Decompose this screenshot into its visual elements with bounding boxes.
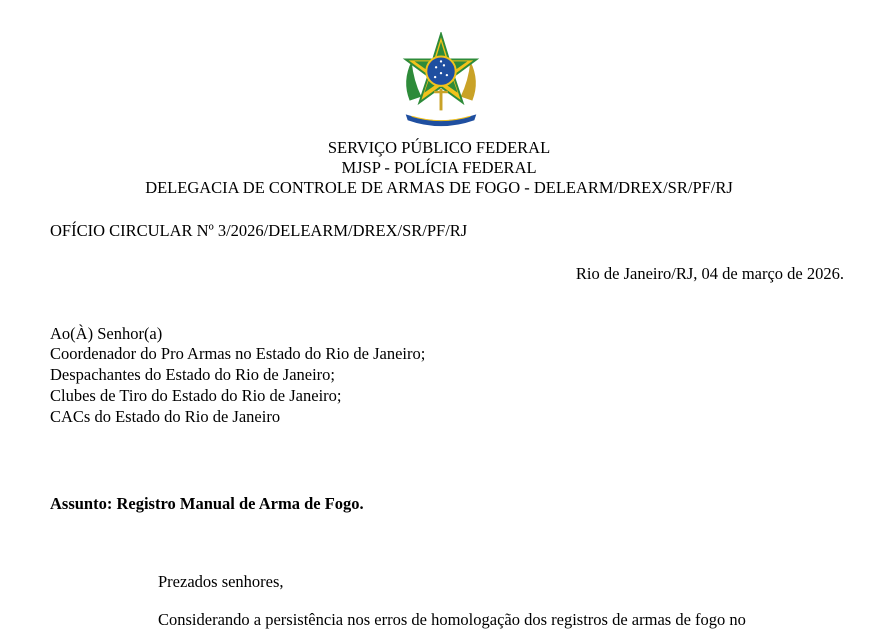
- place-date: Rio de Janeiro/RJ, 04 de março de 2026.: [575, 264, 844, 283]
- document-reference: OFÍCIO CIRCULAR Nº 3/2026/DELEARM/DREX/SR/PF/RJ: [50, 221, 468, 240]
- addressee-line: Clubes de Tiro do Estado do Rio de Janeiro;: [50, 386, 342, 405]
- addressee-line: CACs do Estado do Rio de Janeiro: [50, 407, 281, 426]
- addressee-line: Coordenador do Pro Armas no Estado do Rio de Janeiro;: [50, 344, 426, 363]
- body-paragraph-start: Considerando a persistência nos erros de homologação dos registros de armas de fogo no: [158, 610, 746, 629]
- header-delegacia: DELEGACIA DE CONTROLE DE ARMAS DE FOGO - DELEARM/DREX/SR/PF/RJ: [145, 178, 733, 197]
- subject-line: Assunto: Registro Manual de Arma de Fogo.: [50, 494, 364, 513]
- salutation: Prezados senhores,: [158, 572, 284, 591]
- header-ministry: MJSP - POLÍCIA FEDERAL: [341, 158, 537, 177]
- brazil-coat-of-arms-icon: [392, 32, 490, 130]
- addressee-line: Ao(À) Senhor(a): [50, 324, 163, 343]
- addressee-line: Despachantes do Estado do Rio de Janeiro;: [50, 365, 336, 384]
- header-service: SERVIÇO PÚBLICO FEDERAL: [327, 138, 551, 157]
